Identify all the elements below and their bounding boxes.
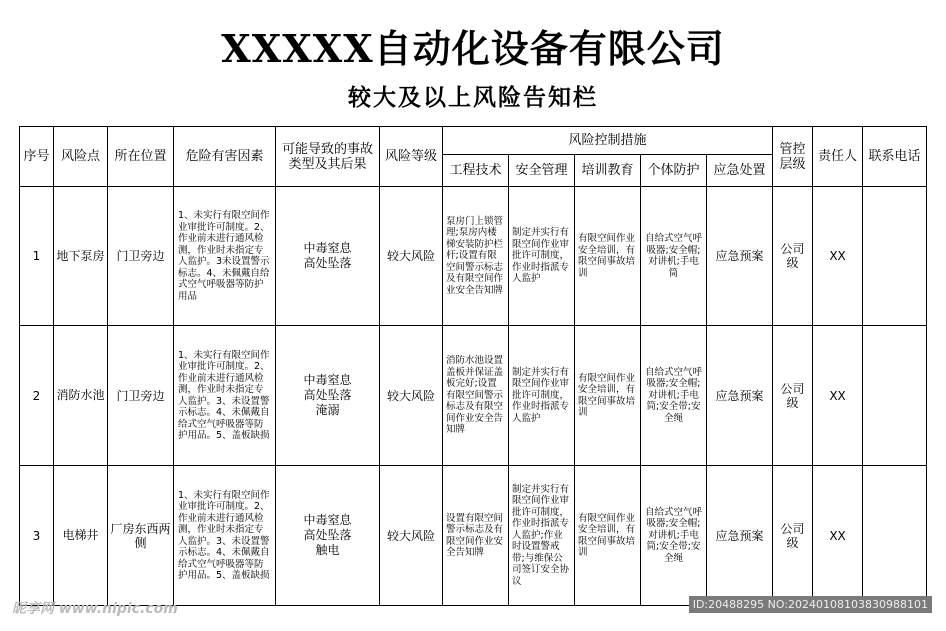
header-training: 培训教育 <box>575 155 641 187</box>
header-location: 所在位置 <box>108 127 174 187</box>
cell-emergency: 应急预案 <box>707 466 773 606</box>
header-control-level: 管控层级 <box>773 127 813 187</box>
cell-consequence: 中毒窒息 高处坠落 淹溺 <box>276 326 380 466</box>
cell-responsible: XX <box>813 326 863 466</box>
cell-engineering: 消防水池设置盖板并保证盖板完好;设置有限空间警示标志及有限空间作业安全告知牌 <box>443 326 509 466</box>
header-emergency: 应急处置 <box>707 155 773 187</box>
cell-risk-point: 消防水池 <box>54 326 108 466</box>
cell-hazard: 1、未实行有限空间作业审批许可制度。2、作业前未进行通风检测，作业时未指定专人监护。3、未设置警示标志。4、未佩戴自给式空气呼吸器等防护用品。5、盖板缺损 <box>174 326 276 466</box>
cell-training: 有限空间作业安全培训，有限空间事故培训 <box>575 187 641 326</box>
cell-safety-mgmt: 制定并实行有限空间作业审批许可制度，作业时指派专人监护 <box>509 187 575 326</box>
cell-level: 较大风险 <box>380 326 443 466</box>
cell-responsible: XX <box>813 466 863 606</box>
risk-table <box>19 126 927 606</box>
cell-risk-point: 地下泵房 <box>54 187 108 326</box>
cell-location: 门卫旁边 <box>108 326 174 466</box>
cell-training: 有限空间作业安全培训，有限空间事故培训 <box>575 466 641 606</box>
header-risk-point: 风险点 <box>54 127 108 187</box>
cell-ppe: 自给式空气呼吸器;安全帽;对讲机;手电筒;安全带;安全绳 <box>641 326 707 466</box>
cell-hazard: 1、未实行有限空间作业审批许可制度。2、作业前未进行通风检测，作业时未指定专人监护。3未设置警示标志。4、未佩戴自给式空气呼吸器等防护用品 <box>174 187 276 326</box>
table-row <box>20 466 927 606</box>
header-responsible: 责任人 <box>813 127 863 187</box>
cell-responsible: XX <box>813 187 863 326</box>
watermark: 昵享网 www.nipic.com <box>12 601 178 617</box>
cell-consequence: 中毒窒息 高处坠落 触电 <box>276 466 380 606</box>
company-title: XXXXX自动化设备有限公司 <box>221 26 725 71</box>
cell-consequence: 中毒窒息 高处坠落 <box>276 187 380 326</box>
cell-phone <box>863 466 927 606</box>
cell-phone <box>863 187 927 326</box>
image-id-label: ID:20488295 NO:20240108103830988101 <box>689 596 932 613</box>
cell-level: 较大风险 <box>380 187 443 326</box>
cell-location: 厂房东西两侧 <box>108 466 174 606</box>
cell-no: 3 <box>20 466 54 606</box>
header-ppe: 个体防护 <box>641 155 707 187</box>
cell-level: 较大风险 <box>380 466 443 606</box>
header-control: 风险控制措施 <box>443 127 773 155</box>
cell-safety-mgmt: 制定并实行有限空间作业审批许可制度，作业时指派专人监护;作业时设置警戒带;与维保公司签订安全协议 <box>509 466 575 606</box>
cell-no: 1 <box>20 187 54 326</box>
header-consequence: 可能导致的事故类型及其后果 <box>276 127 380 187</box>
cell-ppe: 自给式空气呼吸器;安全帽;对讲机;手电筒 <box>641 187 707 326</box>
cell-control-level: 公司级 <box>773 326 813 466</box>
table-row <box>20 187 927 326</box>
cell-phone <box>863 326 927 466</box>
cell-training: 有限空间作业安全培训，有限空间事故培训 <box>575 326 641 466</box>
cell-control-level: 公司级 <box>773 187 813 326</box>
cell-ppe: 自给式空气呼吸器;安全帽;对讲机;手电筒;安全带;安全绳 <box>641 466 707 606</box>
header-no: 序号 <box>20 127 54 187</box>
header-level: 风险等级 <box>380 127 443 187</box>
cell-hazard: 1、未实行有限空间作业审批许可制度。2、作业前未进行通风检测，作业时未指定专人监护。3、未设置警示标志。4、未佩戴自给式空气呼吸器等防护用品。5、盖板缺损 <box>174 466 276 606</box>
cell-safety-mgmt: 制定并实行有限空间作业审批许可制度，作业时指派专人监护 <box>509 326 575 466</box>
board-subtitle: 较大及以上风险告知栏 <box>348 84 598 111</box>
cell-engineering: 泵房门上锁管理;泵房内楼梯安装防护栏杆;设置有限空间警示标志及有限空间作业安全告知牌 <box>443 187 509 326</box>
cell-emergency: 应急预案 <box>707 187 773 326</box>
header-safety-mgmt: 安全管理 <box>509 155 575 187</box>
cell-control-level: 公司级 <box>773 466 813 606</box>
cell-location: 门卫旁边 <box>108 187 174 326</box>
cell-no: 2 <box>20 326 54 466</box>
table-row <box>20 326 927 466</box>
cell-emergency: 应急预案 <box>707 326 773 466</box>
header-phone: 联系电话 <box>863 127 927 187</box>
cell-risk-point: 电梯井 <box>54 466 108 606</box>
cell-engineering: 设置有限空间警示标志及有限空间作业安全告知牌 <box>443 466 509 606</box>
header-engineering: 工程技术 <box>443 155 509 187</box>
header-hazard: 危险有害因素 <box>174 127 276 187</box>
